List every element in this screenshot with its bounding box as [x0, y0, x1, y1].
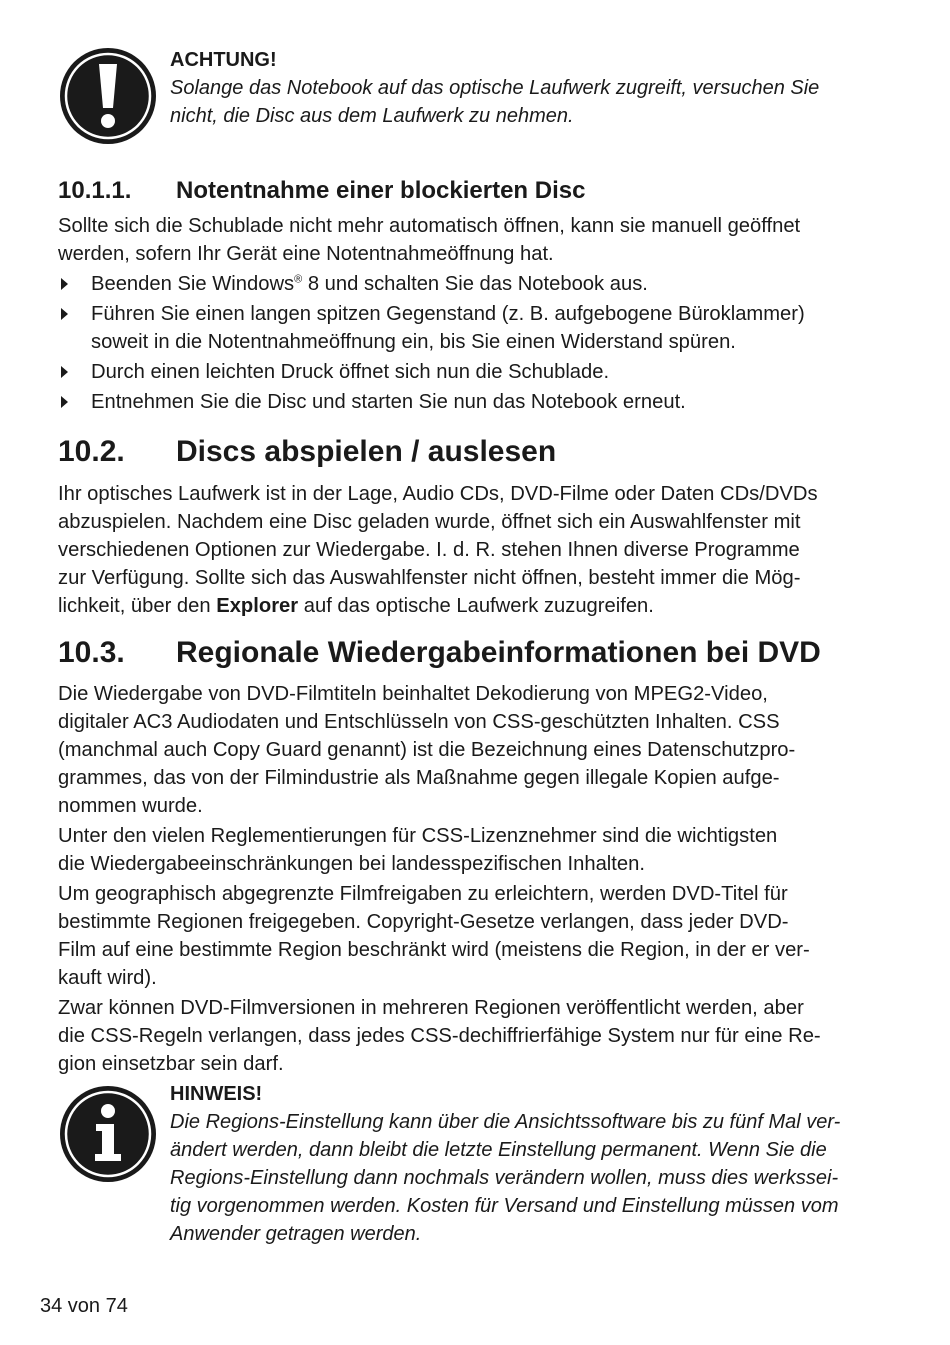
info-text-line: Regions-Einstellung dann nochmals verändern wollen, muss dies werkssei-: [170, 1167, 839, 1189]
paragraph-line: zur Verfügung. Sollte sich das Auswahlfenster nicht öffnen, besteht immer die Mög-: [58, 567, 801, 589]
warning-notice: [58, 46, 878, 130]
section-number: 10.1.1.: [58, 177, 132, 204]
paragraph-line: Ihr optisches Laufwerk ist in der Lage, Audio CDs, DVD-Filme oder Daten CDs/DVDs: [58, 483, 818, 505]
section-number: 10.2.: [58, 435, 125, 468]
paragraph-line: grammes, das von der Filmindustrie als Maßnahme gegen illegale Kopien aufge-: [58, 767, 780, 789]
registered-mark: ®: [294, 273, 303, 286]
info-text-line: Die Regions-Einstellung kann über die Ansichtssoftware bis zu fünf Mal ver-: [170, 1111, 841, 1133]
list-item-text: 8 und schalten Sie das Notebook aus.: [302, 273, 648, 295]
paragraph-line: Die Wiedergabe von DVD-Filmtiteln beinhaltet Dekodierung von MPEG2-Video,: [58, 683, 768, 705]
list-item: [58, 388, 890, 416]
paragraph-line: [58, 592, 890, 620]
info-icon: [58, 1084, 158, 1184]
bullet-arrow-icon: [61, 278, 68, 290]
paragraph: [58, 822, 890, 878]
paragraph-line: die Wiedergabeeinschränkungen bei landesspezifischen Inhalten.: [58, 853, 645, 875]
paragraph-line: nommen wurde.: [58, 795, 203, 817]
paragraph: [58, 994, 890, 1078]
section-heading-10-1-1: [58, 176, 585, 206]
list-item-text: Entnehmen Sie die Disc und starten Sie nun das Notebook erneut.: [91, 391, 686, 413]
paragraph-line: die CSS-Regeln verlangen, dass jedes CSS-dechiffrierfähige System nur für eine Re-: [58, 1025, 821, 1047]
list-item: [58, 358, 890, 386]
info-notice: [58, 1080, 878, 1248]
explorer-term: Explorer: [216, 595, 299, 617]
warning-title: ACHTUNG!: [170, 49, 277, 71]
info-text-line: tig vorgenommen werden. Kosten für Versand und Einstellung müssen vom: [170, 1195, 839, 1217]
bullet-arrow-icon: [61, 308, 68, 320]
info-text-line: ändert werden, dann bleibt die letzte Einstellung permanent. Wenn Sie die: [170, 1139, 827, 1161]
paragraph-line: kauft wird).: [58, 967, 157, 989]
paragraph-line: Unter den vielen Reglementierungen für CSS-Lizenznehmer sind die wichtigsten: [58, 825, 778, 847]
section-heading-10-3: [58, 635, 821, 671]
page-number: 34 von 74: [40, 1295, 128, 1317]
list-item-text: Führen Sie einen langen spitzen Gegenstand (z. B. aufgebogene Büroklammer): [91, 303, 805, 325]
text-run: lichkeit, über den: [58, 595, 217, 617]
section-title: Regionale Wiedergabeinformationen bei DVD: [176, 636, 821, 669]
info-title: HINWEIS!: [170, 1083, 263, 1105]
paragraph-line: bestimmte Regionen freigegeben. Copyright-Gesetze verlangen, dass jeder DVD-: [58, 911, 789, 933]
instruction-list: [58, 270, 890, 416]
list-item: [58, 300, 890, 356]
list-item-text: soweit in die Notentnahmeöffnung ein, bis Sie einen Widerstand spüren.: [91, 331, 736, 353]
paragraph-line: gion einsetzbar sein darf.: [58, 1053, 284, 1075]
paragraph-line: Um geographisch abgegrenzte Filmfreigaben zu erleichtern, werden DVD-Titel für: [58, 883, 788, 905]
paragraph-line: werden, sofern Ihr Gerät eine Notentnahmeöffnung hat.: [58, 243, 554, 265]
section-body-10-2: [58, 480, 890, 620]
section-title: Discs abspielen / auslesen: [176, 435, 557, 468]
section-number: 10.3.: [58, 636, 125, 669]
paragraph-line: Zwar können DVD-Filmversionen in mehreren Regionen veröffentlicht werden, aber: [58, 997, 804, 1019]
text-run: auf das optische Laufwerk zuzugreifen.: [298, 595, 654, 617]
list-item-text: Beenden Sie Windows: [91, 273, 295, 295]
list-item-text: Durch einen leichten Druck öffnet sich nun die Schublade.: [91, 361, 610, 383]
section-title: Notentnahme einer blockierten Disc: [176, 177, 586, 204]
paragraph-line: Sollte sich die Schublade nicht mehr automatisch öffnen, kann sie manuell geöffnet: [58, 215, 801, 237]
warning-text-line: nicht, die Disc aus dem Laufwerk zu nehmen.: [170, 105, 574, 127]
warning-text-line: Solange das Notebook auf das optische Laufwerk zugreift, versuchen Sie: [170, 77, 820, 99]
section-body-10-3: [58, 680, 890, 1080]
paragraph-line: digitaler AC3 Audiodaten und Entschlüsseln von CSS-geschützten Inhalten. CSS: [58, 711, 780, 733]
exclamation-icon: [58, 46, 158, 146]
bullet-arrow-icon: [61, 366, 68, 378]
bullet-arrow-icon: [61, 396, 68, 408]
paragraph-line: verschiedenen Optionen zur Wiedergabe. I. d. R. stehen Ihnen diverse Programme: [58, 539, 800, 561]
section-body-10-1-1: [58, 212, 890, 418]
info-text-line: Anwender getragen werden.: [170, 1223, 422, 1245]
paragraph-line: abzuspielen. Nachdem eine Disc geladen wurde, öffnet sich ein Auswahlfenster mit: [58, 511, 801, 533]
list-item: [58, 270, 890, 298]
paragraph: [58, 680, 890, 820]
paragraph: [58, 880, 890, 992]
paragraph-line: Film auf eine bestimmte Region beschränkt wird (meistens die Region, in der er ver-: [58, 939, 810, 961]
section-heading-10-2: [58, 434, 556, 470]
paragraph-line: (manchmal auch Copy Guard genannt) ist die Bezeichnung eines Datenschutzpro-: [58, 739, 796, 761]
